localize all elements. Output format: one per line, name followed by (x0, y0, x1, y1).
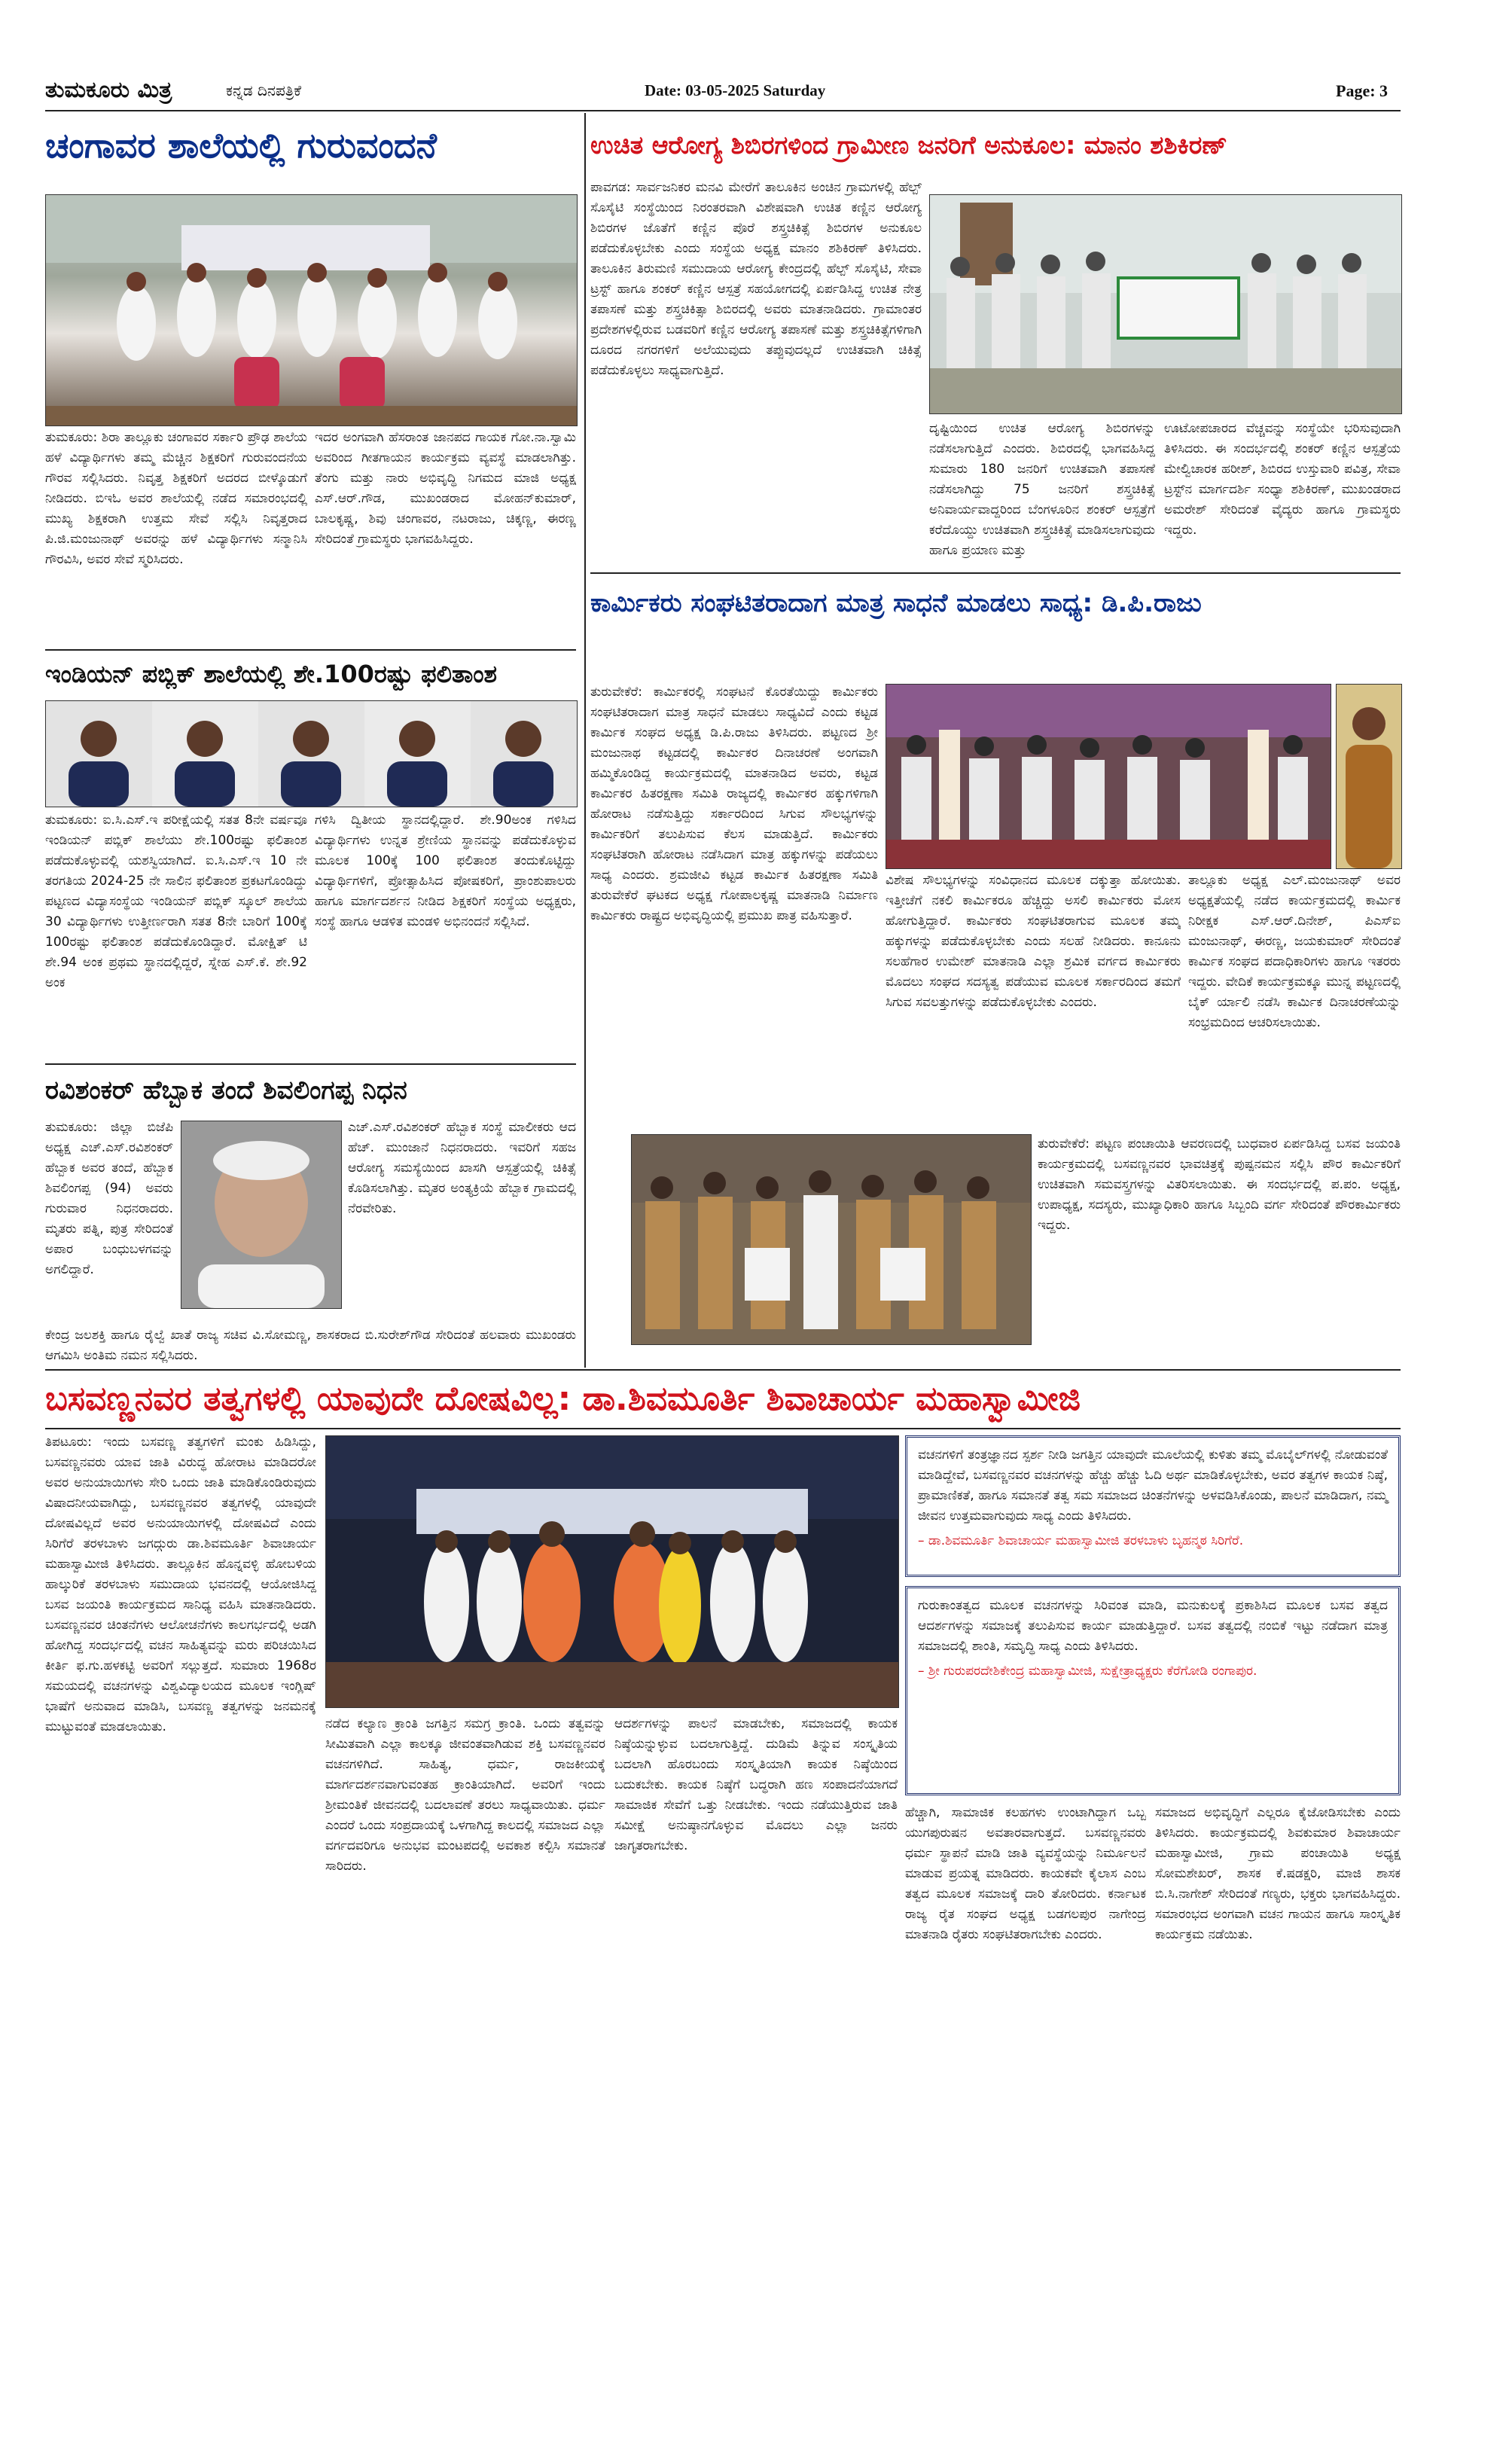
column-rule (584, 113, 586, 1368)
headline-basava: ಬಸವಣ್ಣನವರ ತತ್ವಗಳಲ್ಲಿ ಯಾವುದೇ ದೋಷವಿಲ್ಲ: ಡಾ.ಶಿವಮೂರ್ತಿ ಶಿವಾಚಾರ್ಯ ಮಹಾಸ್ವಾಮೀಜಿ (45, 1380, 1081, 1418)
people-illustration-icon (46, 195, 577, 425)
woman-portrait-icon (1337, 685, 1401, 868)
photo-obituary-portrait (181, 1121, 342, 1309)
health-camp-group-icon (930, 195, 1401, 413)
workers-col-2: ವಿಶೇಷ ಸೌಲಭ್ಯಗಳನ್ನು ಸಂವಿಧಾನದ ಮೂಲಕ ದಕ್ಕುತ್ತಾ ಹೋಯಿತು. ಇತ್ತೀಚೆಗೆ ನಕಲಿ ಕಾರ್ಮಿಕರೂ ಹೆಚ್ಚಿದ್ದು ಅಸಲಿ ಕಾರ್ಮಿಕರು ಮೋಸ ಹೋಗುತ್ತಿದ್ದಾರೆ. ಕಾರ್ಮಿಕರು ಸಂಘಟಿತರಾಗುವ ಮೂಲಕ ತಮ್ಮ ಹಕ್ಕುಗಳನ್ನು ಪಡೆದುಕೊಳ್ಳಬೇಕು ಎಂದು ಸಲಹೆ ನೀಡಿದರು. ಕಾನೂನು ಸಲಹೆಗಾರ ಉಮೇಶ್ ಮಾತನಾಡಿ ಎಲ್ಲಾ ಶ್ರಮಿಕ ವರ್ಗದ ಕಾರ್ಮಿಕರು ಮೊದಲು ಸಂಘದ ಸದಸ್ಯತ್ವ ಪಡೆಯುವ ಮೂಲಕ ಸರ್ಕಾರದಿಂದ ತಮಗೆ ಸಿಗುವ ಸವಲತ್ತುಗಳನ್ನು ಪಡೆದುಕೊಳ್ಳಬೇಕು ಎಂದರು. (886, 873, 1181, 1010)
photo-health-camp (929, 194, 1402, 414)
quote-box-guruparadeshi (905, 1586, 1401, 1795)
portrait-icon (181, 1121, 341, 1308)
divider (590, 572, 1401, 574)
photo-students (45, 700, 578, 807)
basava-col-5: ಸಮಾಜದ ಅಭಿವೃದ್ಧಿಗೆ ಎಲ್ಲರೂ ಕೈಜೋಡಿಸಬೇಕು ಎಂದು ತಿಳಿಸಿದರು. ಕಾರ್ಯಕ್ರಮದಲ್ಲಿ ಶಿವಕುಮಾರ ಶಿವಾಚಾರ್ಯ ಮಹಾಸ್ವಾಮೀಜಿ, ಗ್ರಾಮ ಪಂಚಾಯಿತಿ ಅಧ್ಯಕ್ಷ ಸೋಮಶೇಖರ್, ಶಾಸಕ ಕೆ.ಷಡಕ್ಷರಿ, ಮಾಜಿ ಶಾಸಕ ಬಿ.ಸಿ.ನಾಗೇಶ್ ಸೇರಿದಂತೆ ಗಣ್ಯರು, ಭಕ್ತರು ಭಾಗವಹಿಸಿದ್ದರು. ಸಮಾರಂಭದ ಅಂಗವಾಗಿ ವಚನ ಗಾಯನ ಹಾಗೂ ಸಾಂಸ್ಕೃತಿಕ ಕಾರ್ಯಕ್ರಮ ನಡೆಯಿತು. (1155, 1805, 1401, 1942)
masthead (45, 77, 1401, 107)
paper-title: ತುಮಕೂರು ಮಿತ್ರ (45, 77, 172, 103)
basava-col-4: ಹೆಚ್ಚಾಗಿ, ಸಾಮಾಜಿಕ ಕಲಹಗಳು ಉಂಟಾಗಿದ್ದಾಗ ಒಬ್ಬ ಯುಗಪುರುಷನ ಅವತಾರವಾಗುತ್ತದೆ. ಬಸವಣ್ಣನವರು ಧರ್ಮ ಸ್ಥಾಪನೆ ಮಾಡಿ ಜಾತಿ ವ್ಯವಸ್ಥೆಯನ್ನು ನಿರ್ಮೂಲನೆ ಮಾಡುವ ಪ್ರಯತ್ನ ಮಾಡಿದರು. ಕಾಯಕವೇ ಕೈಲಾಸ ಎಂಬ ತತ್ವದ ಮೂಲಕ ಸಮಾಜಕ್ಕೆ ದಾರಿ ತೋರಿದರು. ಕರ್ನಾಟಕ ರಾಜ್ಯ ರೈತ ಸಂಘದ ಅಧ್ಯಕ್ಷ ಬಡಗಲಪುರ ನಾಗೇಂದ್ರ ಮಾತನಾಡಿ ರೈತರು ಸಂಘಟಿತರಾಗಬೇಕು ಎಂದರು. (905, 1805, 1146, 1942)
divider (45, 1369, 1401, 1371)
basava-col-1: ತಿಪಟೂರು: ಇಂದು ಬಸವಣ್ಣ ತತ್ವಗಳಿಗೆ ಮಂಕು ಹಿಡಿಸಿದ್ದು, ಬಸವಣ್ಣನವರು ಯಾವ ಜಾತಿ ವಿರುದ್ಧ ಹೋರಾಟ ಮಾಡಿದರೋ ಅವರ ಅನುಯಾಯಿಗಳು ಸೇರಿ ಒಂದು ಜಾತಿ ಮಾಡಿಕೊಂಡಿರುವುದು ವಿಷಾದನೀಯವಾಗಿದ್ದು, ಬಸವಣ್ಣನವರ ತತ್ವಗಳಲ್ಲಿ ಯಾವುದೇ ದೋಷವಿಲ್ಲದೆ ಅವರ ಅನುಯಾಯಿಗಳಲ್ಲಿ ದೋಷವಿದೆ ಎಂದು ಸಿರಿಗೆರೆ ತರಳಬಾಳು ಜಗದ್ಗುರು ಡಾ.ಶಿವಮೂರ್ತಿ ಶಿವಾಚಾರ್ಯ ಮಹಾಸ್ವಾಮೀಜಿ ತಿಳಿಸಿದರು. ತಾಲ್ಲೂಕಿನ ಹೊನ್ನವಳ್ಳಿ ಹೋಬಳಿಯ ಹಾಲ್ಕುರಿಕೆ ತರಳಬಾಳು ಸಮುದಾಯ ಭವನದಲ್ಲಿ ಆಯೋಜಿಸಿದ್ದ ಬಸವ ಜಯಂತಿ ಕಾರ್ಯಕ್ರಮದ ಸಾನಿಧ್ಯ ವಹಿಸಿ ಮಾತನಾಡಿದರು. ಬಸವಣ್ಣನವರ ಚಿಂತನೆಗಳು ಆಲೋಚನೆಗಳು ಕಾಲಗರ್ಭದಲ್ಲಿ ಅಡಗಿ ಹೋಗಿದ್ದ ಸಂದರ್ಭದಲ್ಲಿ ವಚನ ಸಾಹಿತ್ಯವನ್ನು ಮರು ಪರಿಚಯಿಸಿದ ಕೀರ್ತಿ ಫ.ಗು.ಹಳಕಟ್ಟಿ ಅವರಿಗೆ ಸಲ್ಲುತ್ತದೆ. ಸುಮಾರು 1968ರ ಸಮಯದಲ್ಲಿ ವಚನಗಳನ್ನು ವಿಶ್ವವಿದ್ಯಾಲಯದ ಮೂಲಕ ಇಂಗ್ಲಿಷ್ ಭಾಷೆಗೆ ಅನುವಾದ ಮಾಡಿಸಿ, ಬಸವಣ್ಣ ತತ್ವಗಳನ್ನು ಜನಮನಕ್ಕೆ ಮುಟ್ಟುವಂತೆ ಮಾಡಲಾಯಿತು. (45, 1435, 316, 1734)
masthead-rule (45, 110, 1401, 111)
headline-gurus: ಚಂಗಾವರ ಶಾಲೆಯಲ್ಲಿ ಗುರುವಂದನೆ (45, 125, 437, 166)
photo-workers-stage (886, 684, 1331, 869)
health-col-3: ಊಟೋಪಚಾರದ ವೆಚ್ಚವನ್ನು ಸಂಸ್ಥೆಯೇ ಭರಿಸುವುದಾಗಿ ತಿಳಿಸಿದರು. ಈ ಸಂದರ್ಭದಲ್ಲಿ ಶಂಕರ್ ಕಣ್ಣಿನ ಆಸ್ಪತ್ರೆಯ ಮೇಲ್ವಿಚಾರಕ ಹರೀಶ್, ಶಿಬಿರದ ಉಸ್ತುವಾರಿ ಪವಿತ್ರ, ಸೇವಾ ಟ್ರಸ್ಟ್‌ನ ಮಾರ್ಗದರ್ಶಿ ಸಂಧ್ಯಾ ಶಶಿಕಿರಣ್, ಮುಖಂಡರಾದ ಅಮರೇಶ್ ಸೇರಿದಂತೆ ವೈದ್ಯರು ಹಾಗೂ ಗ್ರಾಮಸ್ಥರು ಇದ್ದರು. (1164, 421, 1401, 538)
school-col-1: ತುಮಕೂರು: ಐ.ಸಿ.ಎಸ್.ಇ ಪರೀಕ್ಷೆಯಲ್ಲಿ ಸತತ 8ನೇ ವರ್ಷವೂ ಇಂಡಿಯನ್ ಪಬ್ಲಿಕ್ ಶಾಲೆಯು ಶೇ.100ರಷ್ಟು ಫಲಿತಾಂಶ ಪಡೆದುಕೊಳ್ಳುವಲ್ಲಿ ಯಶಸ್ವಿಯಾಗಿದೆ. ಐ.ಸಿ.ಎಸ್.ಇ 10 ನೇ ತರಗತಿಯ 2024-25 ನೇ ಸಾಲಿನ ಫಲಿತಾಂಶ ಪ್ರಕಟಗೊಂಡಿದ್ದು ಪಟ್ಟಣದ ವಿದ್ಯಾಸಂಸ್ಥೆಯ ಇಂಡಿಯನ್ ಪಬ್ಲಿಕ್ ಸ್ಕೂಲ್ ಶಾಲೆಯ 30 ವಿದ್ಯಾರ್ಥಿಗಳು ಉತ್ತೀರ್ಣರಾಗಿ ಸತತ 8ನೇ ಬಾರಿಗೆ 100ಕ್ಕೆ 100ರಷ್ಟು ಫಲಿತಾಂಶ ಪಡೆದುಕೊಂಡಿದ್ದಾರೆ. ಮೋಕ್ಷಿತ್ ಟಿ ಶೇ.94 ಅಂಕ ಪ್ರಥಮ ಸ್ಥಾನದಲ್ಲಿದ್ದರೆ, ಸ್ನೇಹ ಎಸ್.ಕೆ. ಶೇ.92 ಅಂಕ (45, 813, 307, 990)
obit-body-2: ಎಚ್.ಎಸ್.ರವಿಶಂಕರ್ ಹೆಬ್ಬಾಕ ಸಂಸ್ಥೆ ಮಾಲೀಕರು ಆದ ಹೆಚ್. ಮುಂಜಾನೆ ನಿಧನರಾದರು. ಇವರಿಗೆ ಸಹಜ ಆರೋಗ್ಯ ಸಮಸ್ಯೆಯಿಂದ ಖಾಸಗಿ ಆಸ್ಪತ್ರೆಯಲ್ಲಿ ಚಿಕಿತ್ಸೆ ಕೊಡಿಸಲಾಗಿತ್ತು. ಮೃತರ ಅಂತ್ಯಕ್ರಿಯೆ ಹೆಬ್ಬಾಕ ಗ್ರಾಮದಲ್ಲಿ ನೆರವೇರಿತು. (348, 1120, 576, 1216)
basava-col-2: ನಡೆದ ಕಲ್ಯಾಣ ಕ್ರಾಂತಿ ಜಗತ್ತಿನ ಸಮಗ್ರ ಕ್ರಾಂತಿ. ಒಂದು ತತ್ವವನ್ನು ಸೀಮಿತವಾಗಿ ಎಲ್ಲಾ ಕಾಲಕ್ಕೂ ಜೀವಂತವಾಗಿಡುವ ಶಕ್ತಿ ಬಸವಣ್ಣನವರ ವಚನಗಳಿಗಿದೆ. ಸಾಹಿತ್ಯ, ಧರ್ಮ, ರಾಜಕೀಯಕ್ಕೆ ಮಾರ್ಗದರ್ಶನವಾಗುವಂತಹ ಕ್ರಾಂತಿಯಾಗಿದೆ. ಅವರಿಗೆ ಇಂದು ಶ್ರೀಮಂತಿಕೆ ಜೀವನದಲ್ಲಿ ಬದಲಾವಣೆ ತರಲು ಸಾಧ್ಯವಾಯಿತು. ಧರ್ಮ ಎಂದರೆ ಒಂದು ಸಂಪ್ರದಾಯಕ್ಕೆ ಒಳಗಾಗಿದ್ದ ಕಾಲದಲ್ಲಿ ಸಮಾಜದ ಎಲ್ಲಾ ವರ್ಗದವರಿಗೂ ಅನುಭವ ಮಂಟಪದಲ್ಲಿ ಅವಕಾಶ ಕಲ್ಪಿಸಿ ಸಮಾನತೆ ಸಾರಿದರು. (325, 1716, 605, 1874)
headline-workers: ಕಾರ್ಮಿಕರು ಸಂಘಟಿತರಾದಾಗ ಮಾತ್ರ ಸಾಧನೆ ಮಾಡಲು ಸಾಧ್ಯ: ಡಿ.ಪಿ.ರಾಜು (590, 588, 1202, 618)
quote-box-shivamurthy (905, 1435, 1401, 1577)
obit-body-3: ಕೇಂದ್ರ ಜಲಶಕ್ತಿ ಹಾಗೂ ರೈಲ್ವೆ ಖಾತೆ ರಾಜ್ಯ ಸಚಿವ ವಿ.ಸೋಮಣ್ಣ, ಶಾಸಕರಾದ ಬಿ.ಸುರೇಶ್‌ಗೌಡ ಸೇರಿದಂತೆ ಹಲವಾರು ಮುಖಂಡರು ಆಗಮಿಸಿ ಅಂತಿಮ ನಮನ ಸಲ್ಲಿಸಿದರು. (45, 1328, 576, 1363)
school-col-2: ಗಳಿಸಿ ದ್ವಿತೀಯ ಸ್ಥಾನದಲ್ಲಿದ್ದಾರೆ. ಶೇ.90ಅಂಕ ಗಳಿಸಿದ ವಿದ್ಯಾರ್ಥಿಗಳು ಉನ್ನತ ಶ್ರೇಣಿಯ ಸ್ಥಾನವನ್ನು ಪಡೆದುಕೊಳ್ಳುವ ಮೂಲಕ 100ಕ್ಕೆ 100 ಫಲಿತಾಂಶ ತಂದುಕೊಟ್ಟಿದ್ದು ವಿದ್ಯಾರ್ಥಿಗಳಿಗೆ, ಪ್ರೋತ್ಸಾಹಿಸಿದ ಪೋಷಕರಿಗೆ, ಪ್ರಾಂಶುಪಾಲರು ಹಾಗೂ ಮಾರ್ಗದರ್ಶನ ನೀಡಿದ ಶಿಕ್ಷಕರಿಗೆ ಸಂಸ್ಥೆಯ ಅಧ್ಯಕ್ಷರು, ಸಂಸ್ಥೆ ಹಾಗೂ ಆಡಳಿತ ಮಂಡಳಿ ಅಭಿನಂದನೆ ಸಲ್ಲಿಸಿದೆ. (315, 813, 576, 929)
headline-health: ಉಚಿತ ಆರೋಗ್ಯ ಶಿಬಿರಗಳಿಂದ ಗ್ರಾಮೀಣ ಜನರಿಗೆ ಅನುಕೂಲ: ಮಾನಂ ಶಶಿಕಿರಣ್ (590, 130, 1227, 160)
divider (45, 1428, 1401, 1429)
health-col-1: ಪಾವಗಡ: ಸಾರ್ವಜನಿಕರ ಮನವಿ ಮೇರೆಗೆ ತಾಲೂಕಿನ ಅಂಚಿನ ಗ್ರಾಮಗಳಲ್ಲಿ ಹೆಲ್ಪ್ ಸೊಸೈಟಿ ಸಂಸ್ಥೆಯಿಂದ ನಿರಂತರವಾಗಿ ವಿಶೇಷವಾಗಿ ಉಚಿತ ಕಣ್ಣಿನ ಆರೋಗ್ಯ ಶಿಬಿರಗಳ ಜೊತೆಗೆ ಕಣ್ಣಿನ ಪೊರೆ ಶಸ್ತ್ರಚಿಕಿತ್ಸೆ ಶಿಬಿರಗಳ ಅನುಕೂಲ ಪಡೆದುಕೊಳ್ಳಬೇಕು ಎಂದು ಸಂಸ್ಥೆಯ ಅಧ್ಯಕ್ಷ ಮಾನಂ ಶಶಿಕಿರಣ್ ತಿಳಿಸಿದರು. ತಾಲೂಕಿನ ತಿರುಮಣಿ ಸಮುದಾಯ ಆರೋಗ್ಯ ಕೇಂದ್ರದಲ್ಲಿ ಹೆಲ್ಪ್ ಸೊಸೈಟಿ, ಸೇವಾ ಟ್ರಸ್ಟ್ ಹಾಗೂ ಶಂಕರ್ ಕಣ್ಣಿನ ಆಸ್ಪತ್ರೆ ಸಹಯೋಗದಲ್ಲಿ ಏರ್ಪಡಿಸಿದ್ದ ಉಚಿತ ನೇತ್ರ ತಪಾಸಣೆ ಮತ್ತು ಶಸ್ತ್ರಚಿಕಿತ್ಸಾ ಶಿಬಿರದಲ್ಲಿ ಅವರು ಮಾತನಾಡಿದರು. ಗ್ರಾಮಾಂತರ ಪ್ರದೇಶಗಳಲ್ಲಿರುವ ಬಡವರಿಗೆ ಕಣ್ಣಿನ ಆರೋಗ್ಯ ತಪಾಸಣೆ ಮತ್ತು ಶಸ್ತ್ರಚಿಕಿತ್ಸೆಗಳಿಗಾಗಿ ದೂರದ ನಗರಗಳಿಗೆ ಅಲೆಯುವುದು ತಪ್ಪುವುದಲ್ಲದೆ ಉಚಿತವಾಗಿ ಚಿಕಿತ್ಸೆ ಪಡೆದುಕೊಳ್ಳಲು ಸಾಧ್ಯವಾಗುತ್ತಿದೆ. (590, 180, 922, 378)
paper-subtitle: ಕನ್ನಡ ದಿನಪತ್ರಿಕೆ (226, 81, 302, 99)
headline-obituary: ರವಿಶಂಕರ್ ಹೆಬ್ಬಾಕ ತಂದೆ ಶಿವಲಿಂಗಪ್ಪ ನಿಧನ (45, 1075, 407, 1106)
quote-text: ವಚನಗಳಿಗೆ ತಂತ್ರಜ್ಞಾನದ ಸ್ಪರ್ಶ ನೀಡಿ ಜಗತ್ತಿನ ಯಾವುದೇ ಮೂಲೆಯಲ್ಲಿ ಕುಳಿತು ತಮ್ಮ ಮೊಬೈಲ್‌ಗಳಲ್ಲಿ ನೋಡುವಂತೆ ಮಾಡಿದ್ದೇವೆ, ಬಸವಣ್ಣನವರ ವಚನಗಳನ್ನು ಹೆಚ್ಚು ಹೆಚ್ಚು ಓದಿ ಅರ್ಥ ಮಾಡಿಕೊಳ್ಳಬೇಕು, ಅವರ ತತ್ವಗಳ ಕಾಯಕ ನಿಷ್ಠೆ, ಪ್ರಾಮಾಣಿಕತೆ, ಹಾಗೂ ಸಮಾನತೆ ತತ್ವ ಸಮ ಸಮಾಜದ ಚಿಂತನೆಗಳನ್ನು ಅಳವಡಿಸಿಕೊಂಡು, ಪಾಲನೆ ಮಾಡಿದಾಗ, ನಮ್ಮ ಜೀವನ ಉತ್ತಮವಾಗುವುದು ಸಾಧ್ಯ ಎಂದು ತಿಳಿಸಿದರು. (918, 1447, 1388, 1524)
headline-school: ಇಂಡಿಯನ್ ಪಬ್ಲಿಕ್ ಶಾಲೆಯಲ್ಲಿ ಶೇ.100ರಷ್ಟು ಫಲಿತಾಂಶ (45, 660, 498, 688)
workers-col-3: ತಾಲ್ಲೂಕು ಅಧ್ಯಕ್ಷ ಎಲ್.ಮಂಜುನಾಥ್ ಅವರ ಅಧ್ಯಕ್ಷತೆಯಲ್ಲಿ ನಡೆದ ಕಾರ್ಯಕ್ರಮದಲ್ಲಿ ಕಾರ್ಮಿಕ ನಿರೀಕ್ಷಕ ಎಸ್.ಆರ್.ದಿನೇಶ್, ಪಿಎಸ್‌ಐ ಮಂಜುನಾಥ್, ಈರಣ್ಣ, ಜಯಕುಮಾರ್ ಸೇರಿದಂತೆ ಕಾರ್ಮಿಕ ಸಂಘದ ಪದಾಧಿಕಾರಿಗಳು ಹಾಗೂ ಇತರರು ಇದ್ದರು. ವೇದಿಕೆ ಕಾರ್ಯಕ್ರಮಕ್ಕೂ ಮುನ್ನ ಪಟ್ಟಣದಲ್ಲಿ ಬೈಕ್ ರ್ಯಾಲಿ ನಡೆಸಿ ಕಾರ್ಮಿಕ ದಿನಾಚರಣೆಯನ್ನು ಸಂಭ್ರಮದಿಂದ ಆಚರಿಸಲಾಯಿತು. (1188, 873, 1401, 1030)
health-col-2: ದೃಷ್ಟಿಯಿಂದ ಉಚಿತ ಆರೋಗ್ಯ ಶಿಬಿರಗಳನ್ನು ನಡೆಸಲಾಗುತ್ತಿದೆ ಎಂದರು. ಶಿಬಿರದಲ್ಲಿ ಭಾಗವಹಿಸಿದ್ದ ಸುಮಾರು 180 ಜನರಿಗೆ ಉಚಿತವಾಗಿ ತಪಾಸಣೆ ನಡೆಸಲಾಗಿದ್ದು 75 ಜನರಿಗೆ ಶಸ್ತ್ರಚಿಕಿತ್ಸೆ ಅನಿವಾರ್ಯವಾದ್ದರಿಂದ ಬೆಂಗಳೂರಿನ ಶಂಕರ್ ಆಸ್ಪತ್ರೆಗೆ ಕರೆದೊಯ್ದು ಉಚಿತವಾಗಿ ಶಸ್ತ್ರಚಿಕಿತ್ಸೆ ಮಾಡಿಸಲಾಗುವುದು ಹಾಗೂ ಪ್ರಯಾಣ ಮತ್ತು (929, 421, 1155, 558)
photo-uniform-distribution (631, 1134, 1032, 1345)
photo-basava-stage (325, 1435, 899, 1708)
workers-col-1: ತುರುವೇಕೆರೆ: ಕಾರ್ಮಿಕರಲ್ಲಿ ಸಂಘಟನೆ ಕೊರತೆಯಿದ್ದು ಕಾರ್ಮಿಕರು ಸಂಘಟಿತರಾದಾಗ ಮಾತ್ರ ಸಾಧನೆ ಮಾಡಲು ಸಾಧ್ಯವಿದೆ ಎಂದು ಕಟ್ಟಡ ಕಾರ್ಮಿಕ ಸಂಘದ ಅಧ್ಯಕ್ಷ ಡಿ.ಪಿ.ರಾಜು ತಿಳಿಸಿದರು. ಪಟ್ಟಣದ ಶ್ರೀ ಮಂಜುನಾಥ ಕಟ್ಟಡದಲ್ಲಿ ಕಾರ್ಮಿಕರ ದಿನಾಚರಣೆ ಅಂಗವಾಗಿ ಹಮ್ಮಿಕೊಂಡಿದ್ದ ಕಾರ್ಯಕ್ರಮದಲ್ಲಿ ಮಾತನಾಡಿದ ಅವರು, ಕಟ್ಟಡ ಕಾರ್ಮಿಕರ ಹಿತರಕ್ಷಣಾ ಸಮಿತಿ ರಾಜ್ಯದಲ್ಲಿ ಕಾರ್ಮಿಕರ ಹಕ್ಕುಗಳಿಗಾಗಿ ಹೋರಾಟ ನಡೆಸುತ್ತಿದ್ದು ಸರ್ಕಾರದಿಂದ ಸಿಗುವ ಸೌಲಭ್ಯಗಳನ್ನು ಕಾರ್ಮಿಕರಿಗೆ ತಲುಪಿಸುವ ಕೆಲಸ ಮಾಡುತ್ತಿದೆ. ಕಾರ್ಮಿಕರು ಸಂಘಟಿತರಾಗಿ ಹೋರಾಟ ನಡೆಸಿದಾಗ ಮಾತ್ರ ಹಕ್ಕುಗಳನ್ನು ಪಡೆಯಲು ಸಾಧ್ಯ ಎಂದರು. ಶ್ರಮಜೀವಿ ಕಟ್ಟಡ ಕಾರ್ಮಿಕ ಹಿತರಕ್ಷಣಾ ಸಮಿತಿ ತುರುವೇಕೆರೆ ಘಟಕದ ಅಧ್ಯಕ್ಷ ಗೋಪಾಲಕೃಷ್ಣ ಮಾತನಾಡಿ ನಿರ್ಮಾಣ ಕಾರ್ಮಿಕರು ರಾಷ್ಟ್ರದ ಅಭಿವೃದ್ಧಿಯಲ್ಲಿ ಪ್ರಮುಖ ಪಾತ್ರ ವಹಿಸುತ್ತಾರೆ. (590, 685, 878, 923)
workers-stage-icon (886, 685, 1331, 868)
swamiji-stage-icon (326, 1436, 898, 1707)
gurus-col-1: ತುಮಕೂರು: ಶಿರಾ ತಾಲ್ಲೂಕು ಚಂಗಾವರ ಸರ್ಕಾರಿ ಪ್ರೌಢ ಶಾಲೆಯ ಹಳೆ ವಿದ್ಯಾರ್ಥಿಗಳು ತಮ್ಮ ಮೆಚ್ಚಿನ ಶಿಕ್ಷಕರಿಗೆ ಗುರುವಂದನೆಯ ಗೌರವ ಸಲ್ಲಿಸಿದರು. ನಿವೃತ್ತ ಶಿಕ್ಷಕರಿಗೆ ಅದರದ ಬೀಳ್ಕೊಡುಗೆ ನೀಡಿದರು. ಬಿಇಓ ಅವರ ಶಾಲೆಯಲ್ಲಿ ನಡೆದ ಸಮಾರಂಭದಲ್ಲಿ ಮುಖ್ಯ ಶಿಕ್ಷಕರಾಗಿ ಉತ್ತಮ ಸೇವೆ ಸಲ್ಲಿಸಿ ನಿವೃತ್ತರಾದ ಪಿ.ಜಿ.ಮಂಜುನಾಥ್ ಅವರನ್ನು ಹಳೆ ವಿದ್ಯಾರ್ಥಿಗಳು ಸನ್ಮಾನಿಸಿ ಗೌರವಿಸಿ, ಅವರ ಸೇವೆ ಸ್ಮರಿಸಿದರು. (45, 430, 307, 567)
students-portraits-icon (46, 701, 577, 807)
quote-text: ಗುರುಕಾಂತತ್ವದ ಮೂಲಕ ವಚನಗಳನ್ನು ಸಿರಿವಂತ ಮಾಡಿ, ಮನುಕುಲಕ್ಕೆ ಪ್ರಕಾಶಿಸಿದ ಮೂಲಕ ಬಸವ ತತ್ವದ ಆದರ್ಶಗಳನ್ನು ಸಮಾಜಕ್ಕೆ ತಲುಪಿಸುವ ಕಾರ್ಯ ಮಾಡುತ್ತಿದ್ದಾರೆ. ಬಸವ ತತ್ವದಲ್ಲಿ ನಂಬಿಕೆ ಇಟ್ಟು ನಡೆದಾಗ ಮಾತ್ರ ಸಮಾಜದಲ್ಲಿ ಶಾಂತಿ, ಸಮೃದ್ಧಿ ಸಾಧ್ಯ ಎಂದು ತಿಳಿಸಿದರು. (918, 1598, 1388, 1654)
quote-signature: – ಶ್ರೀ ಗುರುಪರದೇಶಿಕೇಂದ್ರ ಮಹಾಸ್ವಾಮೀಜಿ, ಸುಕ್ಷೇತ್ರಾಧ್ಯಕ್ಷರು ಕೆರೆಗೋಡಿ ರಂಗಾಪುರ. (918, 1664, 1257, 1679)
divider (45, 1063, 576, 1065)
divider (45, 649, 576, 651)
workers-col-4: ತುರುವೇಕೆರೆ: ಪಟ್ಟಣ ಪಂಚಾಯಿತಿ ಆವರಣದಲ್ಲಿ ಬುಧವಾರ ಏರ್ಪಡಿಸಿದ್ದ ಬಸವ ಜಯಂತಿ ಕಾರ್ಯಕ್ರಮದಲ್ಲಿ ಬಸವಣ್ಣನವರ ಭಾವಚಿತ್ರಕ್ಕೆ ಪುಷ್ಪನಮನ ಸಲ್ಲಿಸಿ ಪೌರ ಕಾರ್ಮಿಕರಿಗೆ ಉಚಿತವಾಗಿ ಸಮವಸ್ತ್ರಗಳನ್ನು ವಿತರಿಸಲಾಯಿತು. ಈ ಸಂದರ್ಭದಲ್ಲಿ ಪ.ಪಂ. ಅಧ್ಯಕ್ಷ, ಉಪಾಧ್ಯಕ್ಷ, ಸದಸ್ಯರು, ಮುಖ್ಯಾಧಿಕಾರಿ ಹಾಗೂ ಸಿಬ್ಬಂದಿ ವರ್ಗ ಸೇರಿದಂತೆ ಪೌರಕಾರ್ಮಿಕರು ಇದ್ದರು. (1038, 1136, 1401, 1233)
photo-gurus-group (45, 194, 578, 426)
photo-worker-portrait (1336, 684, 1402, 869)
quote-signature: – ಡಾ.ಶಿವಮೂರ್ತಿ ಶಿವಾಚಾರ್ಯ ಮಹಾಸ್ವಾಮೀಜಿ ತರಳಬಾಳು ಬೃಹನ್ಮಠ ಸಿರಿಗೆರೆ. (918, 1533, 1244, 1548)
page-number: Page: 3 (1336, 81, 1389, 100)
basava-col-3: ಆದರ್ಶಗಳನ್ನು ಪಾಲನೆ ಮಾಡಬೇಕು, ಸಮಾಜದಲ್ಲಿ ಕಾಯಕ ನಿಷ್ಠೆಯನ್ನುಳ್ಳುವ ಬದಲಾಗುತ್ತಿದ್ದೆ. ದುಡಿಮೆ ತಿನ್ನುವ ಸಂಸ್ಕೃತಿಯ ಬದಲಾಗಿ ಹೊರಬಂದು ಸಂಸ್ಕೃತಿಯಾಗಿ ಕಾಯಕ ನಿಷ್ಠೆಯಿಂದ ಬದುಕಬೇಕು. ಕಾಯಕ ನಿಷ್ಠೆಗೆ ಬದ್ಧರಾಗಿ ಹಣ ಸಂಪಾದನೆಯಾಗದೆ ಸಾಮಾಜಿಕ ಸೇವೆಗೆ ಒತ್ತು ನೀಡಬೇಕು. ಇಂದು ನಡೆಯುತ್ತಿರುವ ಜಾತಿ ಸಮೀಕ್ಷೆ ಅನುಷ್ಠಾನಗೊಳ್ಳುವ ಮೊದಲು ಎಲ್ಲಾ ಜನರು ಜಾಗೃತರಾಗಬೇಕು. (614, 1716, 898, 1853)
uniform-distribution-icon (632, 1135, 1031, 1344)
gurus-col-2: ಇದರ ಅಂಗವಾಗಿ ಹೆಸರಾಂತ ಜಾನಪದ ಗಾಯಕ ಗೋ.ನಾ.ಸ್ವಾಮಿ ಅವರಿಂದ ಗೀತಗಾಯನ ಕಾರ್ಯಕ್ರಮ ವ್ಯವಸ್ಥೆ ಮಾಡಲಾಗಿತ್ತು. ತೆಂಗು ಮತ್ತು ನಾರು ಅಭಿವೃದ್ಧಿ ನಿಗಮದ ಮಾಜಿ ಅಧ್ಯಕ್ಷ ಎಸ್.ಆರ್.ಗೌಡ, ಮುಖಂಡರಾದ ಮೋಹನ್‌ಕುಮಾರ್, ಬಾಲಕೃಷ್ಣ, ಶಿವು ಚಂಗಾವರ, ನಟರಾಜು, ಚಿಕ್ಕಣ್ಣ, ಈರಣ್ಣ ಸೇರಿದಂತೆ ಗ್ರಾಮಸ್ಥರು ಭಾಗವಹಿಸಿದ್ದರು. (315, 430, 576, 547)
issue-date: Date: 03-05-2025 Saturday (645, 81, 826, 99)
obit-body-1: ತುಮಕೂರು: ಜಿಲ್ಲಾ ಬಿಜೆಪಿ ಅಧ್ಯಕ್ಷ ಎಚ್.ಎಸ್.ರವಿಶಂಕರ್ ಹೆಬ್ಬಾಕ ಅವರ ತಂದೆ, ಹೆಬ್ಬಾಕ ಶಿವಲಿಂಗಪ್ಪ (94) ಅವರು ಗುರುವಾರ ನಿಧನರಾದರು. ಮೃತರು ಪತ್ನಿ, ಪುತ್ರ ಸೇರಿದಂತೆ ಅಪಾರ ಬಂಧುಬಳಗವನ್ನು ಅಗಲಿದ್ದಾರೆ. (45, 1120, 173, 1277)
